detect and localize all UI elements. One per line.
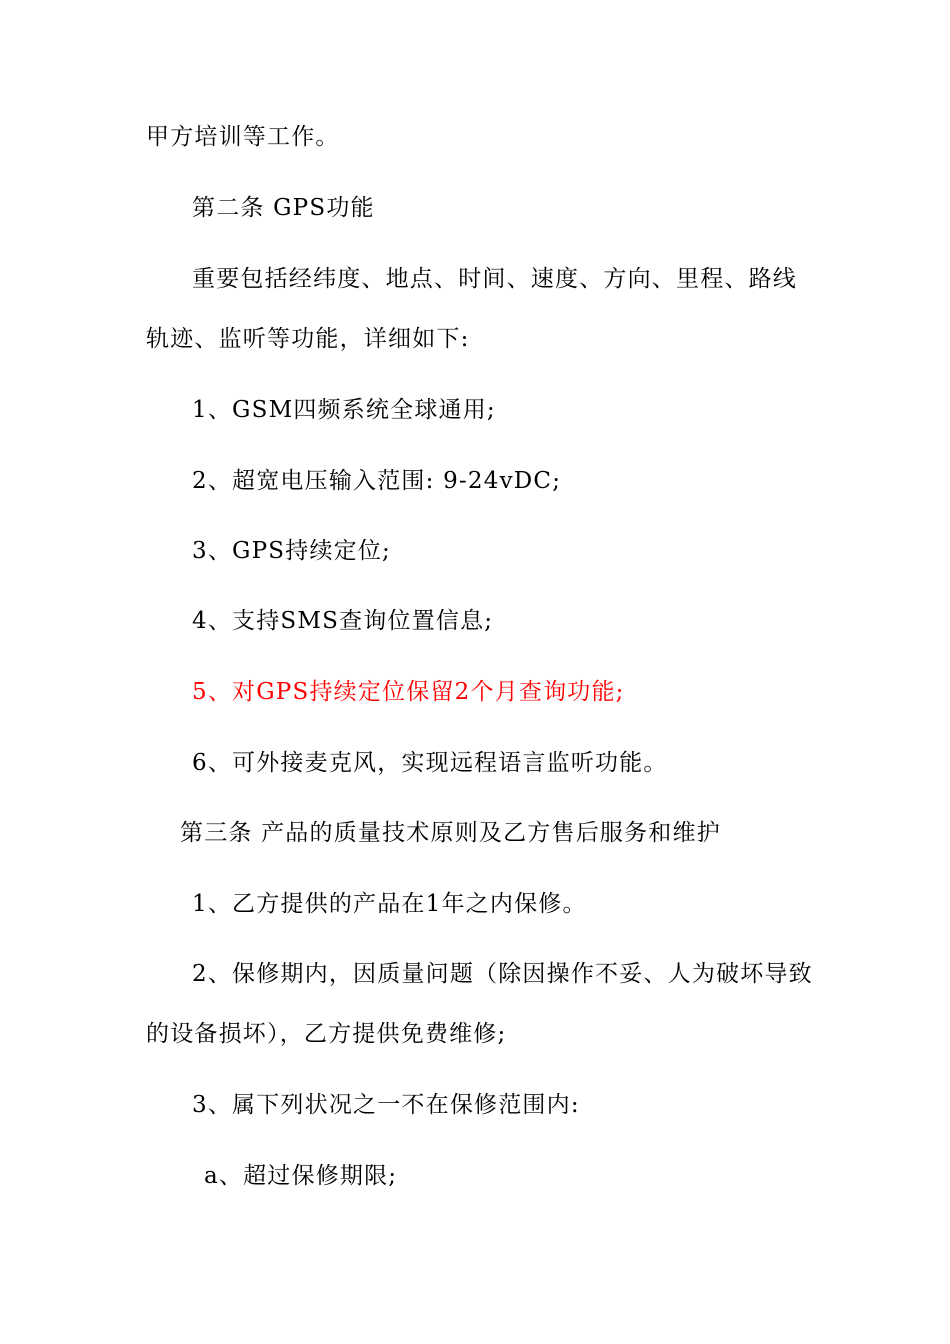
list-item: 2、保修期内，因质量问题（除因操作不妥、人为破坏导致 (192, 961, 813, 987)
section-heading: 第三条 产品的质量技术原则及乙方售后服务和维护 (180, 820, 721, 846)
paragraph-line: 轨迹、监听等功能，详细如下: (146, 326, 470, 352)
section-heading: 第二条 GPS功能 (192, 195, 375, 221)
list-item: 4、支持SMS查询位置信息; (192, 608, 494, 634)
paragraph-line: 甲方培训等工作。 (146, 124, 340, 150)
list-item: 3、GPS持续定位; (192, 538, 391, 564)
list-item: 6、可外接麦克风，实现远程语言监听功能。 (192, 750, 668, 776)
paragraph-line: 的设备损坏），乙方提供免费维修; (146, 1021, 507, 1047)
list-item: 2、超宽电压输入范围: 9-24vDC; (192, 468, 562, 494)
paragraph-line: 重要包括经纬度、地点、时间、速度、方向、里程、路线 (192, 266, 797, 292)
list-item-highlighted: 5、对GPS持续定位保留2个月查询功能; (192, 679, 625, 705)
list-item: 1、乙方提供的产品在1年之内保修。 (192, 891, 587, 917)
list-item: 3、属下列状况之一不在保修范围内: (192, 1092, 580, 1118)
list-item: 1、GSM四频系统全球通用; (192, 397, 496, 423)
sub-list-item: a、超过保修期限; (204, 1163, 398, 1189)
